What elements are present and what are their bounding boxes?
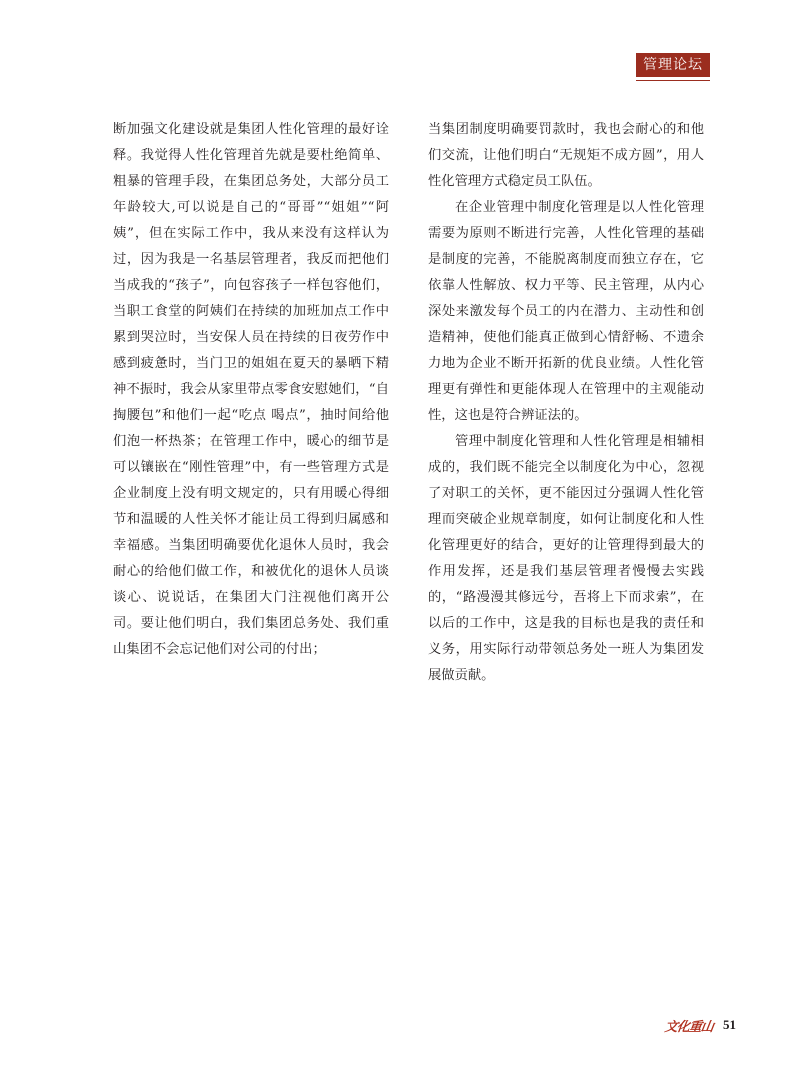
page-footer [665, 1013, 736, 1037]
paragraph: 断加强文化建设就是集团人性化管理的最好诠释。我觉得人性化管理首先就是要杜绝简单、粗暴的管理手段，在集团总务处，大部分员工年龄较大,可以说是自己的“哥哥”“姐姐”“阿姨”，但在实际工作中，我从来没有这样认为过，因为我是一名基层管理者，我反而把他们当成我的“孩子”，向包容孩子一样包容他们，当职工食堂的阿姨们在持续的加班加点工作中累到哭泣时，当安保人员在持续的日夜劳作中感到疲惫时，当门卫的姐姐在夏天的暴晒下精神不振时，我会从家里带点零食安慰她们，“自掏腰包”和他们一起“吃点 喝点”，抽时间给他们泡一杯热茶；在管理工作中，暖心的细节是可以镶嵌在“刚性管理”中，有一些管理方式是企业制度上没有明文规定的，只有用暖心得细节和温暖的人性关怀才能让员工得到归属感和幸福感。当集团明确要优化退休人员时，我会耐心的给他们做工作，和被优化的退休人员谈谈心、说说话，在集团大门注视他们离开公司。要让他们明白，我们集团总务处、我们重山集团不会忘记他们对公司的付出； [113, 122, 389, 657]
paragraph: 管理中制度化管理和人性化管理是相辅相成的，我们既不能完全以制度化为中心，忽视了对职工的关怀，更不能因过分强调人性化管理而突破企业规章制度，如何让制度化和人性化管理更好的结合，更好的让管理得到最大的作用发挥，还是我们基层管理者慢慢去实践的，“路漫漫其修远兮，吾将上下而求索”，在以后的工作中，这是我的目标也是我的责任和义务，用实际行动带领总务处一班人为集团发展做贡献。 [428, 434, 704, 683]
section-tag: 管理论坛 [636, 53, 710, 77]
paragraph: 在企业管理中制度化管理是以人性化管理需要为原则不断进行完善，人性化管理的基础是制度的完善，不能脱离制度而独立存在，它依靠人性解放、权力平等、民主管理，从内心深处来激发每个员工的内在潜力、主动性和创造精神，使他们能真正做到心情舒畅、不遗余力地为企业不断开拓新的优良业绩。人性化管理更有弹性和更能体现人在管理中的主观能动性，这也是符合辨证法的。 [428, 200, 704, 423]
page-number: 51 [723, 1017, 737, 1032]
brand-logo: 文化重山 [663, 1019, 714, 1035]
header-rule [636, 80, 710, 81]
right-column [428, 117, 704, 689]
paragraph: 当集团制度明确要罚款时，我也会耐心的和他们交流，让他们明白“无规矩不成方圆”，用人性化管理方式稳定员工队伍。 [428, 122, 704, 189]
left-column [113, 117, 389, 663]
